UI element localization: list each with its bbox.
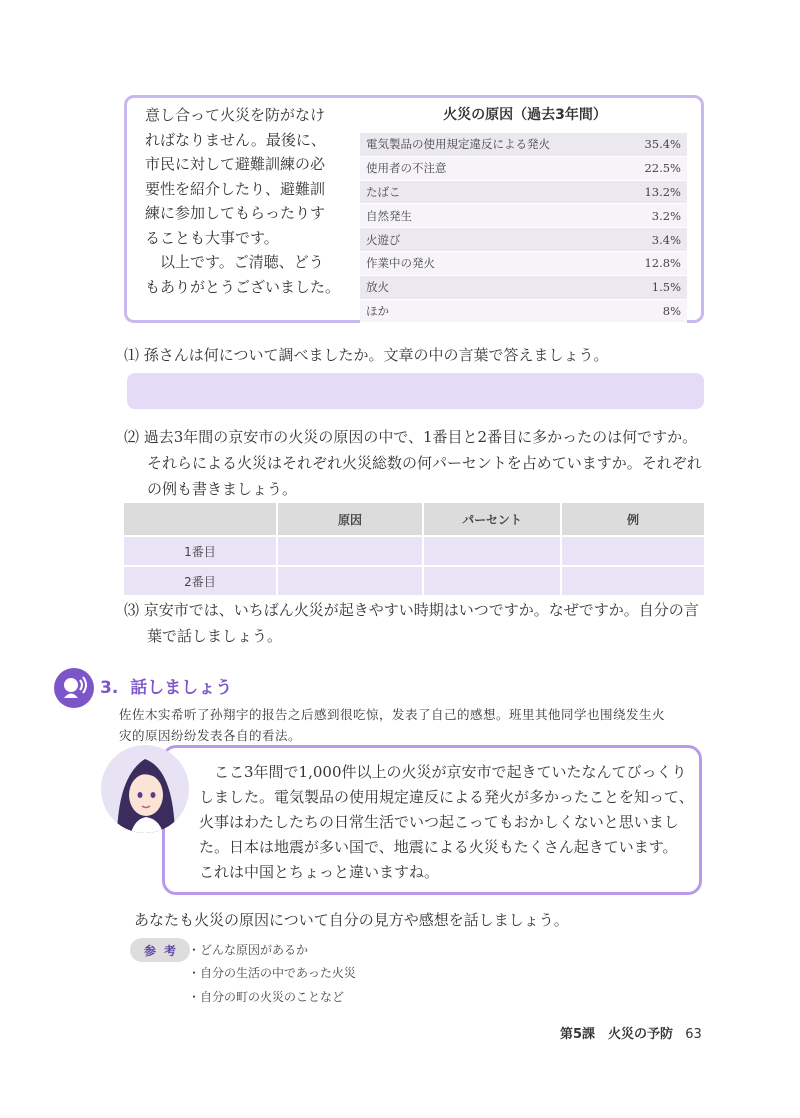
question-3 (124, 597, 714, 649)
bubble-line: ここ3年間で1,000件以上の火災が京安市で起きていたなんてびっくり (199, 763, 687, 781)
answer-cell[interactable] (278, 535, 424, 565)
bubble-line: 火事はわたしたちの日常生活でいつ起こってもおかしくないと思いまし (199, 813, 679, 831)
table-row (360, 181, 687, 205)
page-footer (560, 1023, 702, 1042)
table-row (360, 300, 687, 324)
reference-item: ・どんな原因があるか (188, 943, 309, 957)
question-2-line: それらによる火災はそれぞれ火災総数の何パーセントを占めていますか。それぞれ (147, 454, 702, 472)
cause-value: 12.8% (644, 256, 681, 271)
table-row (360, 252, 687, 276)
table-header: パーセント (424, 503, 562, 535)
question-2-line: の例も書きましょう。 (147, 480, 298, 498)
cause-value: 35.4% (644, 137, 681, 152)
bubble-line: た。日本は地震が多い国で、地震による火災もたくさん起きています。 (199, 838, 678, 856)
answer-field-q1[interactable] (127, 373, 704, 409)
row-label: 1番目 (124, 535, 278, 565)
bubble-line: これは中国とちょっと違いますね。 (199, 863, 440, 881)
cause-label: たばこ (366, 184, 401, 199)
table-row (360, 157, 687, 181)
cause-label: 作業中の発火 (366, 256, 435, 271)
question-3-line: ⑶ 京安市では、いちばん火災が起きやすい時期はいつですか。なぜですか。自分の言 (124, 601, 699, 619)
table-header (124, 503, 278, 535)
section-title: 話しましょう (130, 678, 233, 698)
chinese-line: 佐佐木实希听了孙翔宇的报告之后感到很吃惊，发表了自己的感想。班里其他同学也围绕发生火 (119, 707, 666, 722)
cause-label: 自然発生 (366, 208, 412, 223)
table-row (360, 204, 687, 228)
table-header: 例 (562, 503, 704, 535)
question-1: ⑴ 孫さんは何について調べましたか。文章の中の言葉で答えましょう。 (124, 346, 609, 364)
lesson-title: 第5課 火災の予防 (560, 1027, 674, 1042)
cause-value: 8% (662, 303, 681, 318)
table-row (360, 276, 687, 300)
speech-line: ることも大事です。 (145, 228, 279, 247)
cause-label: 放火 (366, 280, 389, 295)
section-heading (100, 673, 232, 698)
reference-badge (130, 938, 190, 962)
page-number: 63 (685, 1027, 702, 1042)
bubble-line: しました。電気製品の使用規定違反による発火が多かったことを知って、 (199, 788, 694, 806)
speech-text (145, 103, 350, 299)
speech-line: 要性を紹介したり、避難訓 (145, 179, 326, 198)
speaking-icon-graphic (54, 668, 94, 708)
table-row (124, 565, 704, 595)
table-header: 原因 (278, 503, 424, 535)
answer-cell[interactable] (562, 535, 704, 565)
cause-label: 使用者の不注意 (366, 161, 447, 176)
answer-table (124, 503, 704, 595)
girl-avatar-icon (101, 745, 189, 833)
speech-line: 意し合って火災を防がなけ (145, 106, 326, 124)
question-3-line: 葉で話しましょう。 (147, 627, 283, 645)
answer-cell[interactable] (562, 565, 704, 595)
answer-cell[interactable] (424, 565, 562, 595)
speech-line: 以上です。ご清聴、どう (145, 253, 324, 271)
question-2 (124, 424, 714, 502)
speech-line: 市民に対して避難訓練の必 (145, 155, 326, 173)
cause-value: 3.2% (651, 208, 681, 223)
cause-label: 火遊び (366, 232, 401, 247)
chinese-instruction (119, 704, 704, 746)
discussion-prompt: あなたも火災の原因について自分の見方や感想を話しましょう。 (134, 911, 569, 929)
bubble-text (199, 760, 694, 885)
chinese-line: 灾的原因纷纷发表各自的看法。 (119, 728, 302, 743)
cause-value: 1.5% (651, 280, 681, 295)
speech-line: ればなりません。最後に、 (145, 130, 326, 149)
answer-cell[interactable] (424, 535, 562, 565)
answer-cell[interactable] (278, 565, 424, 595)
cause-label: 電気製品の使用規定違反による発火 (366, 137, 550, 152)
reference-item: ・自分の生活の中であった火災 (188, 966, 356, 980)
cause-label: ほか (366, 303, 389, 318)
reference-badge-label: 参考 (143, 943, 184, 958)
cause-table (360, 133, 687, 323)
question-2-line: ⑵ 過去3年間の京安市の火災の原因の中で、1番目と2番目に多かったのは何ですか。 (124, 428, 698, 446)
avatar (101, 745, 189, 833)
table-header-row (124, 503, 704, 535)
speech-line: もありがとうございました。 (145, 277, 341, 296)
speech-line: 練に参加してもらったりす (145, 204, 326, 222)
table-row (124, 535, 704, 565)
cause-value: 13.2% (644, 184, 681, 199)
cause-value: 22.5% (644, 161, 681, 176)
table-row (360, 133, 687, 157)
speaking-icon (54, 668, 94, 708)
row-label: 2番目 (124, 565, 278, 595)
cause-table-title: 火災の原因（過去3年間） (443, 107, 607, 123)
section-number: 3. (100, 678, 119, 698)
reference-item: ・自分の町の火災のことなど (188, 990, 345, 1004)
cause-value: 3.4% (651, 232, 681, 247)
table-row (360, 228, 687, 252)
